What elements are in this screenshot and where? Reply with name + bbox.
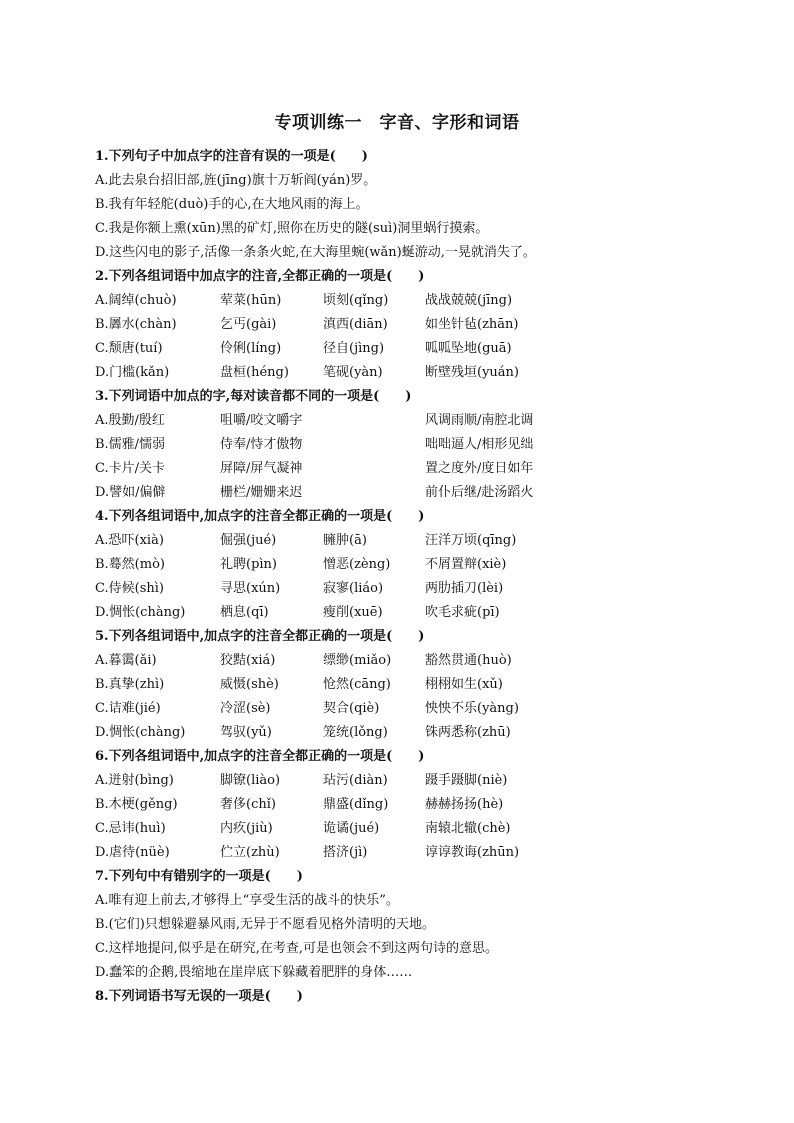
word-cell: 呱呱坠地(guā) (425, 341, 512, 356)
word-cell: 栩栩如生(xǔ) (425, 677, 503, 692)
question-2-option-a (95, 289, 715, 313)
word-cell: B.真挚(zhì) (95, 677, 165, 692)
word-cell: 豁然贯通(huò) (425, 653, 512, 668)
word-cell: A.殷勤/殷红 (95, 413, 165, 428)
word-cell: 荤菜(hūn) (220, 293, 282, 308)
word-cell: D.惆怅(chàng) (95, 725, 186, 740)
question-4-option-b (95, 553, 715, 577)
question-1-stem: 1.下列句子中加点字的注音有误的一项是( ) (95, 149, 368, 164)
word-cell: D.虐待(nüè) (95, 845, 170, 860)
word-cell: C.侍候(shì) (95, 581, 164, 596)
question-3-stem: 3.下列词语中加点的字,每对读音都不同的一项是( ) (95, 389, 412, 404)
word-cell: 咀嚼/咬文嚼字 (220, 413, 303, 428)
word-cell: 寂寥(liáo) (323, 581, 384, 596)
question-2-option-b (95, 313, 715, 337)
question-3-option-a (95, 409, 715, 433)
word-cell: B.羼水(chàn) (95, 317, 177, 332)
question-2-option-c (95, 337, 715, 361)
question-2-stem: 2.下列各组词语中加点字的注音,全都正确的一项是( ) (95, 269, 425, 284)
page-title: 专项训练一 字音、字形和词语 (274, 113, 520, 133)
word-cell: 如坐针毡(zhān) (425, 317, 519, 332)
word-cell: 吹毛求疵(pī) (425, 605, 500, 620)
question-6-option-b (95, 793, 715, 817)
question-4-stem: 4.下列各组词语中,加点字的注音全都正确的一项是( ) (95, 509, 425, 524)
word-cell: 诡谲(jué) (323, 821, 380, 836)
question-5-option-b (95, 673, 715, 697)
word-cell: 汪洋万顷(qīng) (425, 533, 517, 548)
question-4-option-d (95, 601, 715, 625)
word-cell: 憎恶(zèng) (323, 557, 391, 572)
word-cell: C.诘难(jié) (95, 701, 161, 716)
question-8-stem: 8.下列词语书写无误的一项是( ) (95, 989, 303, 1004)
word-cell: 侍奉/恃才傲物 (220, 437, 303, 452)
word-cell: 滇西(diān) (323, 317, 388, 332)
word-cell: 缥缈(miǎo) (323, 653, 392, 668)
word-cell: D.惆怅(chàng) (95, 605, 186, 620)
word-cell: 伶俐(líng) (220, 341, 282, 356)
word-cell: 怆然(cāng) (323, 677, 391, 692)
question-1-option-c: C.我是你额上熏(xūn)黑的矿灯,照你在历史的隧(suì)洞里蜗行摸索。 (95, 221, 489, 236)
word-cell: 驾驭(yǔ) (220, 725, 272, 740)
word-cell: 不屑置辩(xiè) (425, 557, 507, 572)
word-cell: B.儒雅/懦弱 (95, 437, 166, 452)
word-cell: 顷刻(qǐng) (323, 293, 389, 308)
question-list (95, 145, 715, 1009)
word-cell: 径自(jìng) (323, 341, 385, 356)
word-cell: 威慑(shè) (220, 677, 279, 692)
word-cell: D.譬如/偏僻 (95, 485, 166, 500)
question-1-option-d: D.这些闪电的影子,活像一条条火蛇,在大海里蜿(wǎn)蜒游动,一晃就消失了。 (95, 245, 536, 260)
word-cell: 怏怏不乐(yàng) (425, 701, 519, 716)
word-cell: B.蓦然(mò) (95, 557, 165, 572)
question-5-stem: 5.下列各组词语中,加点字的注音全都正确的一项是( ) (95, 629, 425, 644)
question-5-option-a (95, 649, 715, 673)
question-5-option-c (95, 697, 715, 721)
question-1-option-a: A.此去泉台招旧部,旌(jīng)旗十万斩阎(yán)罗。 (95, 173, 377, 188)
word-cell: 笼统(lǒng) (323, 725, 388, 740)
question-1-option-b: B.我有年轻舵(duò)手的心,在大地风雨的海上。 (95, 197, 369, 212)
word-cell: A.阔绰(chuò) (95, 293, 177, 308)
question-4-option-a (95, 529, 715, 553)
word-cell: 倔强(jué) (220, 533, 277, 548)
word-cell: 伫立(zhù) (220, 845, 280, 860)
word-cell: 礼聘(pìn) (220, 557, 277, 572)
word-cell: 冷涩(sè) (220, 701, 271, 716)
word-cell: 置之度外/度日如年 (425, 461, 534, 476)
word-cell: 咄咄逼人/相形见绌 (425, 437, 534, 452)
word-cell: 内疚(jiù) (220, 821, 273, 836)
word-cell: 狡黠(xiá) (220, 653, 276, 668)
word-cell: A.恐吓(xià) (95, 533, 164, 548)
word-cell: 栖息(qī) (220, 605, 269, 620)
word-cell: 盘桓(héng) (220, 365, 289, 380)
word-cell: 乞丐(gài) (220, 317, 277, 332)
word-cell: C.忌讳(huì) (95, 821, 166, 836)
word-cell: A.迸射(bìng) (95, 773, 174, 788)
word-cell: B.木梗(gěng) (95, 797, 178, 812)
question-3-option-b (95, 433, 715, 457)
question-7-option-c: C.这样地提问,似乎是在研究,在考查,可是也领会不到这两句诗的意思。 (95, 941, 499, 956)
word-cell: 铢两悉称(zhū) (425, 725, 511, 740)
word-cell: 南辕北辙(chè) (425, 821, 511, 836)
word-cell: 蹑手蹑脚(niè) (425, 773, 508, 788)
word-cell: 脚镣(liào) (220, 773, 281, 788)
word-cell: 搭济(jì) (323, 845, 368, 860)
question-6-option-d (95, 841, 715, 865)
question-5-option-d (95, 721, 715, 745)
word-cell: 断壁残垣(yuán) (425, 365, 519, 380)
word-cell: 笔砚(yàn) (323, 365, 383, 380)
question-6-option-a (95, 769, 715, 793)
question-3-option-c (95, 457, 715, 481)
question-4-option-c (95, 577, 715, 601)
question-7-option-b: B.(它们)只想躲避暴风雨,无异于不愿看见格外清明的天地。 (95, 917, 435, 932)
word-cell: 契合(qiè) (323, 701, 380, 716)
question-7-stem: 7.下列句中有错别字的一项是( ) (95, 869, 303, 884)
question-3-option-d (95, 481, 715, 505)
word-cell: 栅栏/姗姗来迟 (220, 485, 303, 500)
question-6-option-c (95, 817, 715, 841)
word-cell: 前仆后继/赴汤蹈火 (425, 485, 534, 500)
question-7-option-a: A.唯有迎上前去,才够得上“享受生活的战斗的快乐”。 (95, 893, 399, 908)
word-cell: 玷污(diàn) (323, 773, 388, 788)
question-6-stem: 6.下列各组词语中,加点字的注音全都正确的一项是( ) (95, 749, 425, 764)
question-7-option-d: D.蠢笨的企鹅,畏缩地在崖岸底下躲藏着肥胖的身体…… (95, 965, 413, 980)
word-cell: 屏障/屏气凝神 (220, 461, 303, 476)
word-cell: 鼎盛(dǐng) (323, 797, 389, 812)
word-cell: C.卡片/关卡 (95, 461, 165, 476)
word-cell: 臃肿(ā) (323, 533, 367, 548)
word-cell: D.门槛(kǎn) (95, 365, 170, 380)
word-cell: 两肋插刀(lèi) (425, 581, 504, 596)
word-cell: 寻思(xún) (220, 581, 281, 596)
word-cell: A.暮霭(ǎi) (95, 653, 157, 668)
word-cell: 赫赫扬扬(hè) (425, 797, 504, 812)
word-cell: 谆谆教诲(zhūn) (425, 845, 520, 860)
question-2-option-d (95, 361, 715, 385)
word-cell: 奢侈(chǐ) (220, 797, 276, 812)
word-cell: 瘦削(xuē) (323, 605, 383, 620)
word-cell: 风调雨顺/南腔北调 (425, 413, 534, 428)
word-cell: 战战兢兢(jīng) (425, 293, 513, 308)
word-cell: C.颓唐(tuí) (95, 341, 163, 356)
